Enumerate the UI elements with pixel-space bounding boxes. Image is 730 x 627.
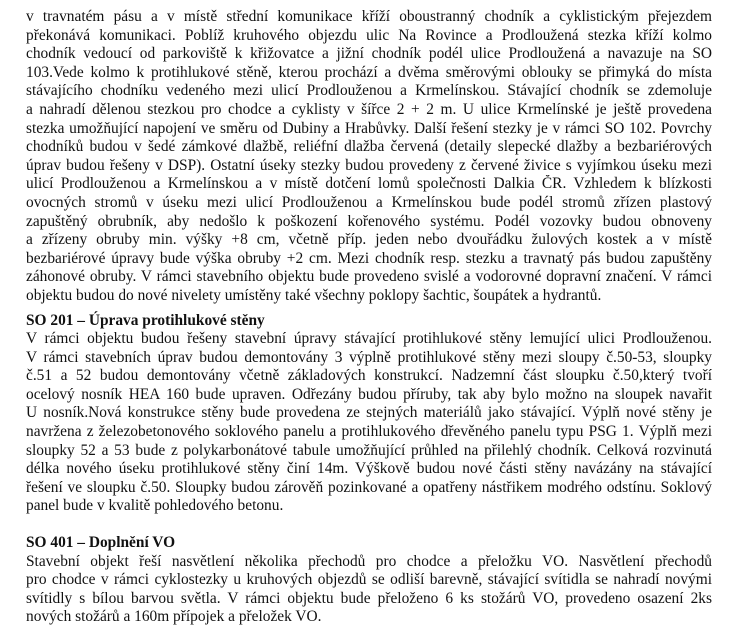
text-line: objektu budou do nové nivelety umístěny také všechny poklopy šachtic, šoupátek a hydrantů. (26, 286, 602, 304)
text-line: zapuštěný obrubník, aby nedošlo k poškození kořenového systému. Podél vozovky budou obnoveny (26, 212, 712, 230)
section-so-401 (26, 534, 712, 627)
text-line: a zřízeny obruby min. výšky +8 cm, včetně příp. jeden nebo dvouřádku žulových kostek a v místě (26, 231, 712, 249)
text-line: úprav budou řešeny v DSP). Ostatní úseky stezky budou provedeny z červené živice s vyjímkou úseku mezi (26, 156, 712, 174)
text-line: a nahradí dělenou stezkou pro chodce a cyklisty v šířce 2 + 2 m. U ulice Krmelínské je ještě provedena (26, 100, 712, 118)
section-so-201 (26, 312, 712, 517)
text-line: v travnatém pásu a v místě střední komunikace kříží oboustranný chodník a cyklistickým přejezdem (26, 8, 712, 25)
document-page (26, 8, 712, 627)
text-line: č.51 a 52 budou demontovány včetně základových konstrukcí. Nadzemní část sloupku č.50,který tvoří (26, 367, 712, 385)
text-line: svítidly s bílou barvou světla. V rámci objektu bude přeloženo 6 ks stožárů VO, provedeno osazení 2ks (26, 589, 712, 607)
paragraph-intro (26, 8, 712, 306)
text-line: navržena z železobetonového soklového panelu a protihlukového dřevěného panelu typu PSG 1. Výplň mezi (26, 423, 712, 441)
section-heading: SO 401 – Doplnění VO (26, 534, 176, 552)
text-line: ulicí Prodlouženou a Krmelínskou a v místě dotčení lomů společnosti Dalkia ČR. Vzhledem k blízkosti (26, 175, 712, 193)
text-line: ovocných stromů v úseku mezi ulicí Prodlouženou a Krmelínskou bude podél stromů zřízen plastový (26, 193, 712, 211)
text-line: chodníků budou v šedé zámkové dlažbě, reliéfní dlažba červená (detaily slepecké dlažby a bezbariérových (26, 138, 712, 156)
text-line: záhonové obruby. V rámci stavebního objektu bude provedeno svislé a vodorovné dopravní značení. V rámci (26, 268, 712, 286)
text-line: řešení ve sloupku č.50. Sloupky budou zárověň pozinkované a opatřeny nástřikem modrého odstínu. Soklový (26, 478, 712, 496)
section-heading: SO 201 – Úprava protihlukové stěny (26, 311, 265, 329)
text-line: pro chodce v rámci cyklostezky u kruhových objezdů se odliší barevně, stávající svítidla se nahradí novými (26, 571, 712, 589)
text-line: panel bude v kvalitě pohledového betonu. (26, 497, 284, 515)
text-line: stezka umožňující napojení ve směru od Dubiny a Hrabůvky. Další řešení stezky je v rámci SO 102. Povrchy (26, 119, 712, 137)
text-line: sloupky 52 a 53 bude z polykarbonátové tabule umožňující průhled na přilehlý chodník. Celková rozvinutá (26, 441, 712, 459)
text-line: bezbariérové úpravy bude výška obruby +2 cm. Mezi chodník resp. stezku a travnatý pás budou zapuštěny (26, 249, 712, 267)
text-line: ocelový nosník HEA 160 bude upraven. Odřezány budou příruby, tak aby bylo možno na sloupek navařit (26, 385, 712, 403)
text-line: překonává komunikaci. Poblíž kruhového objezdu ulic Na Rovince a Prodloužená stezka kříží kolmo (26, 26, 712, 44)
text-line: V rámci stavebních úprav budou demontovány 3 výplně protihlukové stěny mezi sloupy č.50-53, sloupky (26, 348, 712, 366)
text-line: Stavební objekt řeší nasvětlení několika přechodů pro chodce a přeložku VO. Nasvětlení přechodů (26, 552, 712, 570)
text-line: V rámci objektu budou řešeny stavební úpravy stávající protihlukové stěny lemující ulici Prodlouženou. (26, 330, 712, 348)
text-line: 103.Vede kolmo k protihlukové stěně, kterou prochází a dvěma směrovými oblouky se přimyká do místa (26, 63, 712, 81)
text-line: délka nového úseku protihlukové stěny činí 14m. Výškově budou nové části stěny navázány na stávající (26, 460, 712, 478)
text-line: U nosník.Nová konstrukce stěny bude provedena ze stejných materiálů jako stávající. Výplň nové stěny je (26, 404, 712, 422)
text-line: stávajícího chodníku vedeného mezi ulicí Prodlouženou a Krmelínskou. Stávající chodník se zdemoluje (26, 82, 712, 100)
text-line: nových stožárů a 160m přípojek a přeložek VO. (26, 608, 322, 626)
text-line: chodník vedoucí od parkoviště k křižovatce a jižní chodník podél ulice Prodloužená a navazuje na SO (26, 45, 712, 63)
